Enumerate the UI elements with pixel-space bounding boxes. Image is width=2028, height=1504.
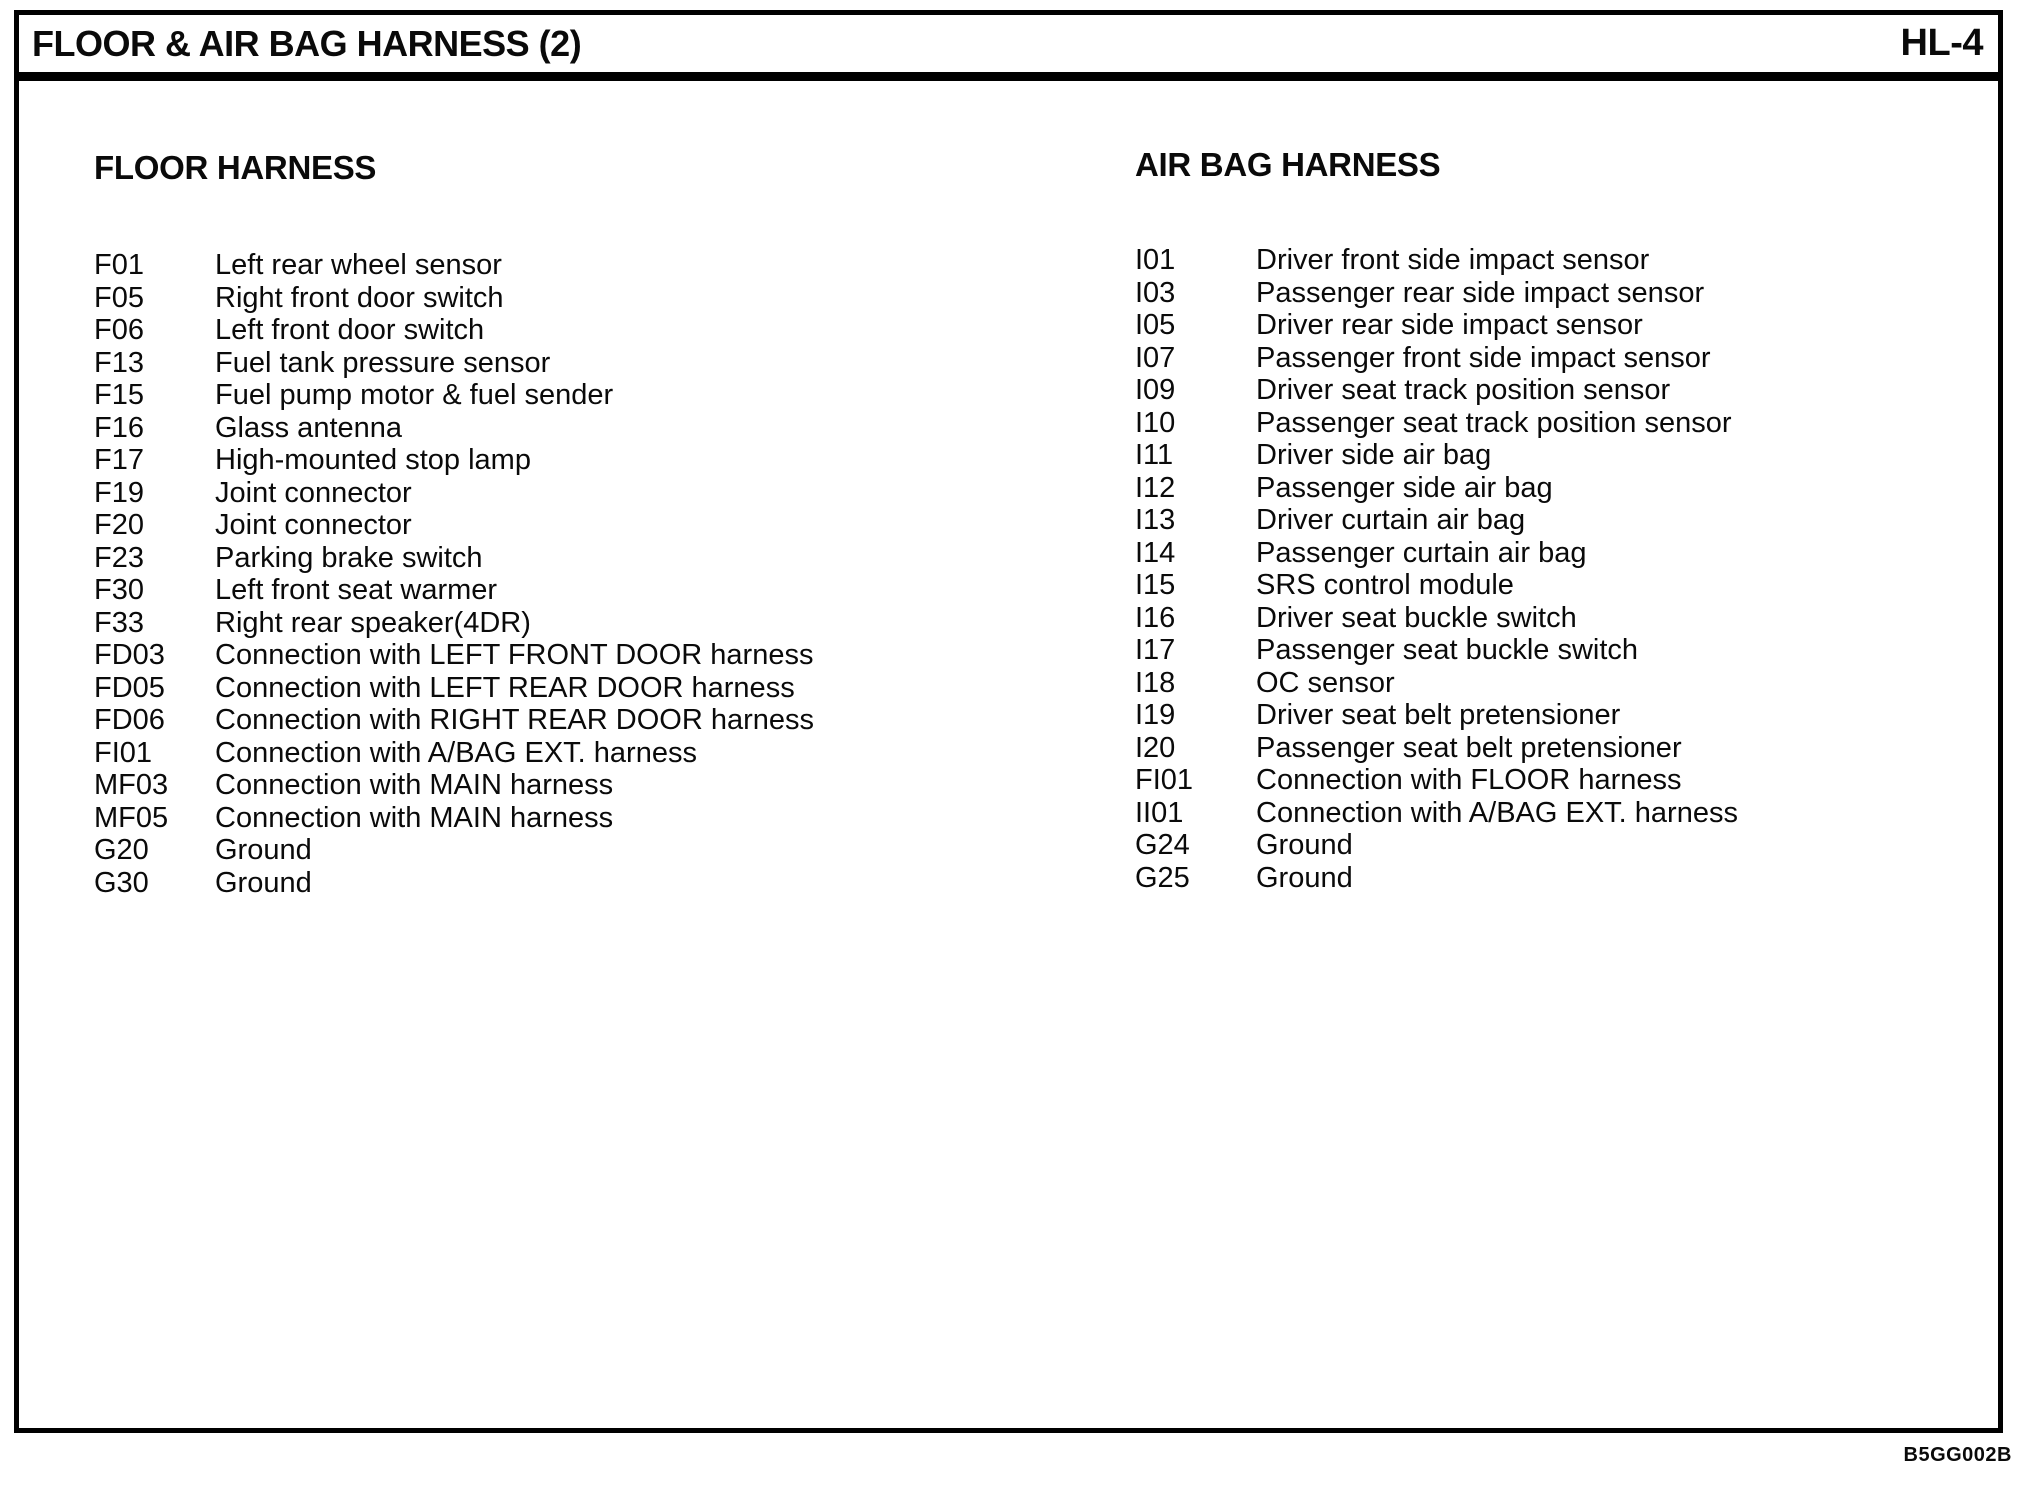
title-bar [19,15,1998,81]
connector-description: High-mounted stop lamp [215,444,531,476]
connector-row [1135,374,1738,407]
connector-description: Passenger side air bag [1256,471,1553,504]
connector-description: Left rear wheel sensor [215,249,502,281]
connector-code: G25 [1135,861,1190,894]
connector-description: Driver seat buckle switch [1256,601,1577,634]
connector-description: Connection with MAIN harness [215,769,614,801]
connector-description: Connection with RIGHT REAR DOOR harness [215,704,815,736]
connector-code: MF05 [94,801,169,834]
connector-row [94,672,814,705]
connector-row [1135,602,1738,635]
connector-code: I07 [1135,341,1176,374]
connector-row [94,574,814,607]
connector-row [94,509,814,542]
connector-code: F01 [94,249,144,281]
air-bag-harness-heading: AIR BAG HARNESS [1135,146,1441,183]
connector-description: Connection with LEFT REAR DOOR harness [215,671,795,704]
connector-code: F13 [94,346,144,379]
connector-code: F19 [94,476,144,509]
connector-code: F33 [94,606,144,639]
connector-description: Driver side air bag [1256,439,1492,471]
connector-description: Connection with LEFT FRONT DOOR harness [215,639,814,671]
connector-row [94,769,814,802]
page-border-frame [14,10,2003,1433]
connector-code: MF03 [94,769,169,801]
connector-description: Right front door switch [215,281,504,314]
connector-description: Passenger front side impact sensor [1256,341,1711,374]
connector-code: I03 [1135,276,1176,309]
connector-code: FD03 [94,639,165,671]
connector-row [1135,439,1738,472]
connector-description: Fuel pump motor & fuel sender [215,379,614,411]
connector-description: Parking brake switch [215,541,483,574]
connector-code: I12 [1135,471,1176,504]
connector-row [94,542,814,575]
page-number: HL-4 [1900,22,1983,64]
connector-row [94,477,814,510]
connector-description: Driver seat track position sensor [1256,374,1671,406]
connector-description: Passenger curtain air bag [1256,536,1587,569]
connector-row [1135,407,1738,440]
connector-row [94,834,814,867]
connector-row [1135,732,1738,765]
connector-description: Fuel tank pressure sensor [215,346,551,379]
connector-description: Connection with A/BAG EXT. harness [1256,796,1738,829]
connector-row [94,347,814,380]
connector-code: I05 [1135,309,1176,341]
connector-row [94,412,814,445]
connector-row [1135,472,1738,505]
connector-row [1135,634,1738,667]
connector-code: I01 [1135,244,1176,276]
floor-harness-list [94,249,814,899]
connector-code: F06 [94,314,144,346]
connector-code: F23 [94,541,144,574]
connector-code: F05 [94,281,144,314]
connector-description: Ground [215,834,312,866]
floor-harness-section [94,149,814,899]
connector-code: I18 [1135,666,1176,699]
connector-row [94,249,814,282]
connector-code: F17 [94,444,144,476]
connector-code: FI01 [1135,764,1194,796]
connector-code: I11 [1135,439,1174,471]
connector-code: I17 [1135,634,1176,666]
connector-row [94,379,814,412]
connector-code: II01 [1135,796,1184,829]
connector-code: G24 [1135,829,1190,861]
connector-row [94,607,814,640]
connector-row [94,802,814,835]
connector-row [1135,569,1738,602]
connector-row [1135,277,1738,310]
connector-description: Ground [215,866,312,899]
connector-row [1135,504,1738,537]
air-bag-harness-list [1135,244,1738,894]
connector-description: Passenger seat belt pretensioner [1256,731,1682,764]
connector-row [1135,667,1738,700]
connector-code: F16 [94,411,144,444]
connector-description: Ground [1256,829,1353,861]
connector-code: I14 [1135,536,1176,569]
connector-description: Passenger seat track position sensor [1256,406,1732,439]
connector-row [1135,862,1738,895]
page-title: FLOOR & AIR BAG HARNESS (2) [32,22,582,64]
connector-code: FI01 [94,736,153,769]
connector-description: Joint connector [215,509,412,541]
connector-description: Driver rear side impact sensor [1256,309,1643,341]
connector-code: FD05 [94,671,165,704]
figure-code: B5GG002B [1903,1444,2012,1466]
connector-code: G20 [94,834,149,866]
connector-description: Passenger seat buckle switch [1256,634,1639,666]
connector-description: Connection with FLOOR harness [1256,764,1682,796]
connector-code: I09 [1135,374,1176,406]
connector-description: Glass antenna [215,411,403,444]
connector-row [94,737,814,770]
connector-description: Driver curtain air bag [1256,504,1526,536]
connector-code: F30 [94,574,144,606]
connector-description: Connection with MAIN harness [215,801,614,834]
connector-code: I16 [1135,601,1176,634]
connector-description: Right rear speaker(4DR) [215,606,531,639]
connector-code: I13 [1135,504,1176,536]
connector-code: FD06 [94,704,165,736]
connector-row [94,282,814,315]
floor-harness-heading: FLOOR HARNESS [94,149,377,186]
connector-row [1135,244,1738,277]
connector-row [94,314,814,347]
connector-row [1135,699,1738,732]
connector-row [94,444,814,477]
connector-description: Left front seat warmer [215,574,498,606]
connector-description: Ground [1256,861,1353,894]
connector-description: Connection with A/BAG EXT. harness [215,736,697,769]
connector-description: OC sensor [1256,666,1395,699]
connector-description: Joint connector [215,476,412,509]
connector-row [1135,342,1738,375]
connector-description: Driver front side impact sensor [1256,244,1650,276]
connector-code: I20 [1135,731,1176,764]
connector-row [1135,797,1738,830]
connector-row [1135,764,1738,797]
connector-code: I19 [1135,699,1176,731]
connector-code: F20 [94,509,144,541]
connector-description: Left front door switch [215,314,485,346]
connector-description: Driver seat belt pretensioner [1256,699,1621,731]
connector-row [94,867,814,900]
connector-row [94,704,814,737]
connector-row [1135,309,1738,342]
connector-code: G30 [94,866,149,899]
connector-code: I10 [1135,406,1176,439]
connector-row [1135,537,1738,570]
air-bag-harness-section [1135,146,1738,894]
connector-code: I15 [1135,569,1176,601]
connector-description: SRS control module [1256,569,1514,601]
connector-description: Passenger rear side impact sensor [1256,276,1705,309]
connector-row [1135,829,1738,862]
connector-row [94,639,814,672]
connector-code: F15 [94,379,144,411]
